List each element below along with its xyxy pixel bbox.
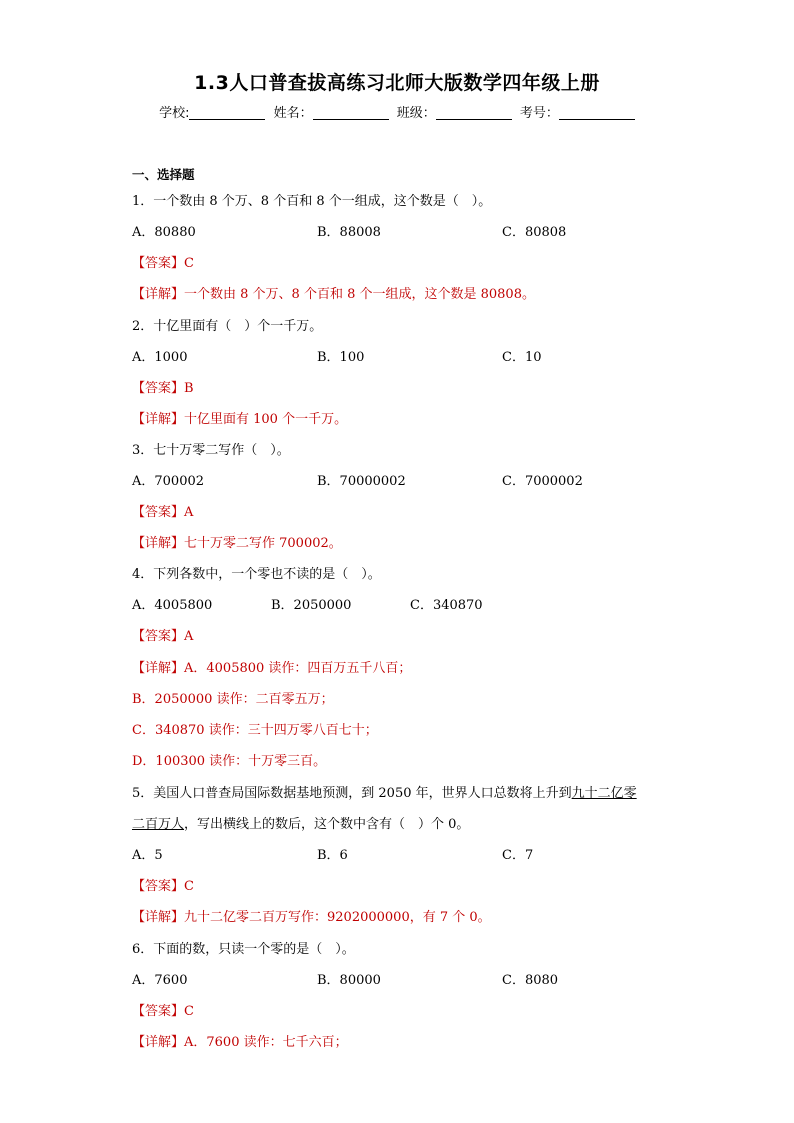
question-1-answer: 【答案】C (132, 256, 194, 271)
question-1-stem: 1．一个数由 8 个万、8 个百和 8 个一组成，这个数是（ ）。 (132, 194, 492, 209)
option-b: B．88008 (317, 225, 381, 240)
option-b: B．80000 (317, 973, 381, 988)
question-3-answer: 【答案】A (132, 505, 194, 520)
option-a: A．80880 (132, 225, 196, 240)
question-4-stem: 4．下列各数中，一个零也不读的是（ ）。 (132, 567, 381, 582)
option-a: A．5 (132, 848, 163, 863)
question-5-detail: 【详解】九十二亿零二百万写作：9202000000，有 7 个 0。 (132, 910, 491, 925)
question-5-answer: 【答案】C (132, 879, 194, 894)
number-label: 考号： (519, 106, 559, 121)
option-a: A．7600 (132, 973, 188, 988)
class-blank[interactable] (436, 105, 512, 120)
question-4-detail-b: B．2050000 读作：二百零五万； (132, 692, 334, 707)
option-c: C．10 (502, 350, 542, 365)
option-c: C．80808 (502, 225, 567, 240)
question-5-stem-start: 5．美国人口普查局国际数据基地预测，到 2050 年，世界人口总数将上升到 (132, 786, 572, 801)
question-3-detail: 【详解】七十万零二写作 700002。 (132, 536, 342, 551)
page-title: 1.3人口普查拔高练习北师大版数学四年级上册 (194, 72, 600, 94)
class-label: 班级： (396, 106, 436, 121)
student-info-row (0, 102, 794, 121)
question-6-detail: 【详解】A．7600 读作：七千六百； (132, 1035, 348, 1050)
question-4-detail-a: 【详解】A．4005800 读作：四百万五千八百； (132, 661, 412, 676)
question-4-answer: 【答案】A (132, 629, 194, 644)
option-c: C．7000002 (502, 474, 583, 489)
option-a: A．700002 (132, 474, 205, 489)
option-a: A．4005800 (132, 598, 213, 613)
number-blank[interactable] (559, 105, 635, 120)
option-b: B．6 (317, 848, 348, 863)
option-b: B．70000002 (317, 474, 406, 489)
question-5-underlined-number-2: 二百万人 (132, 817, 185, 832)
option-c: C．8080 (502, 973, 559, 988)
question-3-stem: 3．七十万零二写作（ ）。 (132, 443, 290, 458)
name-blank[interactable] (313, 105, 389, 120)
name-label: 姓名： (273, 106, 313, 121)
option-c: C．340870 (410, 598, 483, 613)
question-5-underlined-number-1: 九十二亿零 (571, 786, 637, 801)
question-2-stem: 2．十亿里面有（ ）个一千万。 (132, 319, 323, 334)
question-2-answer: 【答案】B (132, 381, 194, 396)
school-label: 学校: (159, 106, 190, 121)
section-title: 一、选择题 (132, 167, 195, 182)
question-5-stem-end: ，写出横线上的数后，这个数中含有（ ）个 0。 (184, 817, 470, 832)
question-4-detail-c: C．340870 读作：三十四万零八百七十； (132, 723, 378, 738)
school-blank[interactable] (189, 105, 265, 120)
question-6-stem: 6．下面的数，只读一个零的是（ ）。 (132, 942, 355, 957)
question-5-stem-line-2 (132, 816, 692, 834)
question-6-answer: 【答案】C (132, 1004, 194, 1019)
question-2-detail: 【详解】十亿里面有 100 个一千万。 (132, 412, 348, 427)
option-a: A．1000 (132, 350, 188, 365)
question-1-detail: 【详解】一个数由 8 个万、8 个百和 8 个一组成，这个数是 80808。 (132, 287, 535, 302)
option-c: C．7 (502, 848, 534, 863)
option-b: B．2050000 (271, 598, 352, 613)
question-5-stem-line-1 (132, 785, 692, 803)
option-b: B．100 (317, 350, 365, 365)
question-4-detail-d: D．100300 读作：十万零三百。 (132, 754, 327, 769)
